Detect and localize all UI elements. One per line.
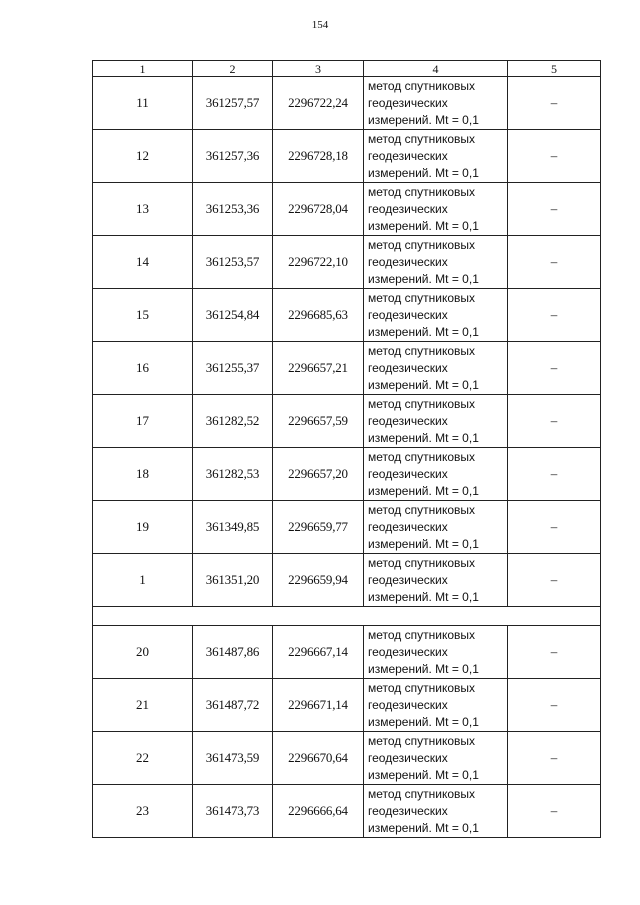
point-number-cell: 19 — [93, 501, 193, 554]
table-body — [93, 77, 601, 838]
method-cell — [364, 236, 508, 289]
note-cell: – — [508, 501, 601, 554]
header-col-5: 5 — [508, 61, 601, 77]
method-cell — [364, 395, 508, 448]
method-line: измерений. Mt = 0,1 — [368, 483, 479, 498]
method-cell — [364, 183, 508, 236]
method-line: измерений. Mt = 0,1 — [368, 165, 479, 180]
coordinates-table — [92, 60, 601, 838]
method-cell — [364, 554, 508, 607]
x-coordinate-cell: 361282,52 — [193, 395, 273, 448]
x-coordinate-cell: 361257,57 — [193, 77, 273, 130]
table-row — [93, 785, 601, 838]
header-col-1: 1 — [93, 61, 193, 77]
y-coordinate-cell: 2296659,94 — [273, 554, 364, 607]
method-line: измерений. Mt = 0,1 — [368, 112, 479, 127]
header-col-3: 3 — [273, 61, 364, 77]
method-line: метод спутниковых — [368, 396, 476, 411]
method-line: геодезических — [368, 360, 448, 375]
method-cell — [364, 679, 508, 732]
note-cell: – — [508, 342, 601, 395]
point-number-cell: 12 — [93, 130, 193, 183]
table-row — [93, 77, 601, 130]
method-line: метод спутниковых — [368, 502, 476, 517]
method-line: геодезических — [368, 750, 448, 765]
method-cell — [364, 342, 508, 395]
method-line: метод спутниковых — [368, 449, 476, 464]
method-cell — [364, 732, 508, 785]
point-number-cell: 14 — [93, 236, 193, 289]
note-cell: – — [508, 785, 601, 838]
y-coordinate-cell: 2296670,64 — [273, 732, 364, 785]
method-line: метод спутниковых — [368, 555, 476, 570]
method-cell — [364, 501, 508, 554]
method-line: измерений. Mt = 0,1 — [368, 767, 479, 782]
method-line: геодезических — [368, 95, 448, 110]
point-number-cell: 15 — [93, 289, 193, 342]
y-coordinate-cell: 2296728,18 — [273, 130, 364, 183]
method-line: метод спутниковых — [368, 184, 476, 199]
point-number-cell: 11 — [93, 77, 193, 130]
table-row — [93, 732, 601, 785]
method-line: геодезических — [368, 254, 448, 269]
method-line: метод спутниковых — [368, 237, 476, 252]
table-row — [93, 342, 601, 395]
method-line: геодезических — [368, 697, 448, 712]
table-row — [93, 626, 601, 679]
note-cell: – — [508, 183, 601, 236]
method-line: геодезических — [368, 572, 448, 587]
note-cell: – — [508, 130, 601, 183]
method-line: метод спутниковых — [368, 733, 476, 748]
method-line: измерений. Mt = 0,1 — [368, 589, 479, 604]
x-coordinate-cell: 361254,84 — [193, 289, 273, 342]
table-row — [93, 448, 601, 501]
note-cell: – — [508, 626, 601, 679]
method-line: геодезических — [368, 644, 448, 659]
point-number-cell: 21 — [93, 679, 193, 732]
table-row — [93, 289, 601, 342]
x-coordinate-cell: 361487,72 — [193, 679, 273, 732]
x-coordinate-cell: 361255,37 — [193, 342, 273, 395]
y-coordinate-cell: 2296657,21 — [273, 342, 364, 395]
point-number-cell: 23 — [93, 785, 193, 838]
method-line: геодезических — [368, 307, 448, 322]
method-line: геодезических — [368, 466, 448, 481]
method-line: метод спутниковых — [368, 290, 476, 305]
separator-row — [93, 607, 601, 626]
x-coordinate-cell: 361282,53 — [193, 448, 273, 501]
point-number-cell: 16 — [93, 342, 193, 395]
table-row — [93, 395, 601, 448]
method-line: измерений. Mt = 0,1 — [368, 271, 479, 286]
y-coordinate-cell: 2296666,64 — [273, 785, 364, 838]
method-line: измерений. Mt = 0,1 — [368, 714, 479, 729]
y-coordinate-cell: 2296728,04 — [273, 183, 364, 236]
method-cell — [364, 448, 508, 501]
note-cell: – — [508, 732, 601, 785]
method-cell — [364, 785, 508, 838]
table-row — [93, 183, 601, 236]
method-line: измерений. Mt = 0,1 — [368, 218, 479, 233]
method-line: метод спутниковых — [368, 78, 476, 93]
note-cell: – — [508, 289, 601, 342]
method-line: метод спутниковых — [368, 680, 476, 695]
note-cell: – — [508, 554, 601, 607]
method-line: геодезических — [368, 413, 448, 428]
point-number-cell: 1 — [93, 554, 193, 607]
table-row — [93, 501, 601, 554]
note-cell: – — [508, 679, 601, 732]
x-coordinate-cell: 361487,86 — [193, 626, 273, 679]
method-cell — [364, 130, 508, 183]
x-coordinate-cell: 361473,59 — [193, 732, 273, 785]
point-number-cell: 20 — [93, 626, 193, 679]
header-row — [93, 61, 601, 77]
x-coordinate-cell: 361351,20 — [193, 554, 273, 607]
method-line: измерений. Mt = 0,1 — [368, 536, 479, 551]
method-line: метод спутниковых — [368, 343, 476, 358]
method-line: геодезических — [368, 519, 448, 534]
method-line: геодезических — [368, 803, 448, 818]
method-line: измерений. Mt = 0,1 — [368, 324, 479, 339]
method-cell — [364, 77, 508, 130]
method-line: геодезических — [368, 148, 448, 163]
method-line: метод спутниковых — [368, 627, 476, 642]
note-cell: – — [508, 395, 601, 448]
method-cell — [364, 626, 508, 679]
table-row — [93, 679, 601, 732]
x-coordinate-cell: 361349,85 — [193, 501, 273, 554]
method-line: измерений. Mt = 0,1 — [368, 377, 479, 392]
method-line: измерений. Mt = 0,1 — [368, 820, 479, 835]
table-row — [93, 130, 601, 183]
method-line: метод спутниковых — [368, 131, 476, 146]
note-cell: – — [508, 448, 601, 501]
y-coordinate-cell: 2296722,10 — [273, 236, 364, 289]
x-coordinate-cell: 361473,73 — [193, 785, 273, 838]
y-coordinate-cell: 2296722,24 — [273, 77, 364, 130]
point-number-cell: 17 — [93, 395, 193, 448]
x-coordinate-cell: 361253,57 — [193, 236, 273, 289]
x-coordinate-cell: 361253,36 — [193, 183, 273, 236]
y-coordinate-cell: 2296657,20 — [273, 448, 364, 501]
y-coordinate-cell: 2296685,63 — [273, 289, 364, 342]
header-col-4: 4 — [364, 61, 508, 77]
point-number-cell: 22 — [93, 732, 193, 785]
method-line: геодезических — [368, 201, 448, 216]
method-line: метод спутниковых — [368, 786, 476, 801]
point-number-cell: 13 — [93, 183, 193, 236]
method-line: измерений. Mt = 0,1 — [368, 430, 479, 445]
x-coordinate-cell: 361257,36 — [193, 130, 273, 183]
table-row — [93, 554, 601, 607]
note-cell: – — [508, 77, 601, 130]
table-row — [93, 236, 601, 289]
y-coordinate-cell: 2296657,59 — [273, 395, 364, 448]
point-number-cell: 18 — [93, 448, 193, 501]
method-cell — [364, 289, 508, 342]
separator-cell — [93, 607, 601, 626]
note-cell: – — [508, 236, 601, 289]
method-line: измерений. Mt = 0,1 — [368, 661, 479, 676]
y-coordinate-cell: 2296659,77 — [273, 501, 364, 554]
page-number: 154 — [311, 19, 329, 31]
y-coordinate-cell: 2296671,14 — [273, 679, 364, 732]
header-col-2: 2 — [193, 61, 273, 77]
y-coordinate-cell: 2296667,14 — [273, 626, 364, 679]
